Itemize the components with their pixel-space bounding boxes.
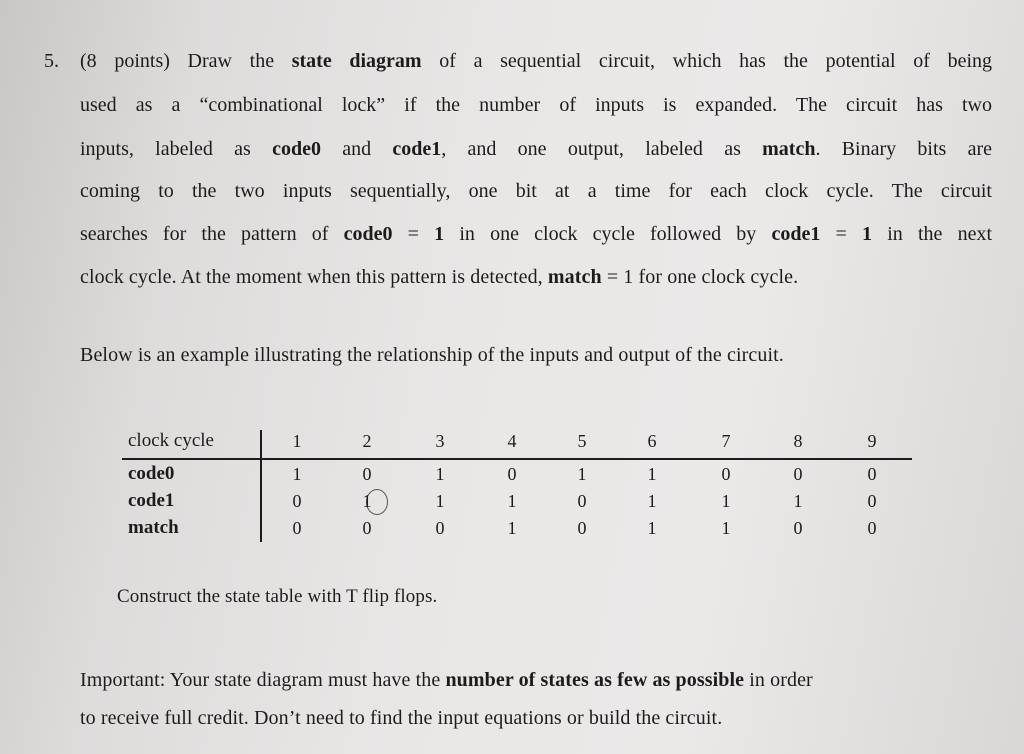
table-cell: 0	[507, 464, 517, 484]
question-line-6	[80, 266, 798, 289]
cycle-number: 8	[793, 431, 803, 451]
text-run: and	[320, 138, 393, 160]
cycle-number: 3	[435, 431, 445, 451]
table-cell: 1	[362, 491, 372, 511]
cycle-number: 2	[362, 431, 372, 451]
text-run: =	[820, 223, 863, 245]
text-run: in the next	[872, 223, 993, 245]
question-line-5	[80, 223, 992, 246]
construct-instruction: Construct the state table with T flip flops.	[117, 586, 438, 607]
text-run: Important: Your state diagram must have the	[80, 669, 446, 691]
bold-term: code0	[272, 138, 321, 160]
table-cell: 1	[507, 518, 517, 538]
cycle-number: 9	[867, 431, 877, 451]
table-cell: 0	[435, 518, 445, 538]
bold-term: match	[547, 266, 602, 288]
table-cell: 1	[647, 491, 657, 511]
bold-term: number of states as few as possible	[445, 669, 745, 691]
text-run: of a sequential circuit, which has the potential of being	[421, 50, 993, 72]
text-run: = 1 for one clock cycle.	[601, 266, 799, 288]
table-cell: 0	[362, 464, 372, 484]
text-run: used as a “combinational lock” if the number of inputs is expanded. The circuit has two	[80, 94, 992, 116]
table-cell: 1	[721, 491, 731, 511]
important-note-line-2: to receive full credit. Don’t need to find the input equations or build the circuit.	[80, 707, 723, 729]
text-run: clock cycle. At the moment when this pattern is detected,	[80, 266, 548, 288]
bold-term: code1	[392, 138, 442, 160]
table-cell: 1	[721, 518, 731, 538]
cycle-number: 1	[292, 431, 302, 451]
table-cell: 0	[867, 518, 877, 538]
bold-term: code0	[343, 223, 393, 245]
table-cell: 0	[867, 491, 877, 511]
text-run: coming to the two inputs sequentially, one bit at a time for each clock cycle. The circuit	[80, 180, 992, 202]
table-cell: 1	[435, 491, 445, 511]
text-run: =	[392, 223, 435, 245]
cycle-number: 7	[721, 431, 731, 451]
question-line-2	[80, 94, 992, 117]
table-header-label: clock cycle	[128, 430, 214, 451]
text-run: in order	[744, 669, 813, 691]
table-cell: 0	[793, 518, 803, 538]
table-cell: 1	[793, 491, 803, 511]
table-cell: 1	[647, 464, 657, 484]
text-run: , and one output, labeled as	[441, 138, 763, 160]
table-cell: 0	[577, 518, 587, 538]
bold-term: code1	[771, 223, 821, 245]
table-column-rule	[260, 430, 262, 542]
cycle-number: 6	[647, 431, 657, 451]
text-run: inputs, labeled as	[80, 138, 273, 160]
example-table	[122, 428, 912, 546]
row-label-match: match	[128, 517, 179, 538]
text-run: searches for the pattern of	[80, 223, 344, 245]
table-cell: 0	[292, 491, 302, 511]
cycle-number: 4	[507, 431, 517, 451]
table-cell: 1	[577, 464, 587, 484]
question-line-4	[80, 180, 992, 203]
question-line-3	[80, 138, 992, 161]
bold-term: 1	[434, 223, 445, 245]
table-cell: 0	[867, 464, 877, 484]
table-cell: 1	[647, 518, 657, 538]
bold-term: state diagram	[291, 50, 422, 72]
text-run: (8 points) Draw the	[80, 50, 292, 72]
row-label-code0: code0	[128, 463, 175, 484]
table-cell: 1	[292, 464, 302, 484]
text-run: . Binary bits are	[815, 138, 992, 160]
important-note-line-1	[80, 669, 813, 692]
example-intro: Below is an example illustrating the relationship of the inputs and output of the circuit.	[80, 344, 784, 366]
table-cell: 1	[435, 464, 445, 484]
table-cell: 0	[362, 518, 372, 538]
row-label-code1: code1	[128, 490, 175, 511]
table-cell: 0	[721, 464, 731, 484]
table-cell: 0	[577, 491, 587, 511]
table-cell: 0	[292, 518, 302, 538]
bold-term: match	[762, 138, 816, 160]
table-header-rule	[122, 458, 912, 460]
question-line-1	[80, 50, 992, 73]
text-run: in one clock cycle followed by	[444, 223, 772, 245]
bold-term: 1	[862, 223, 873, 245]
table-cell: 1	[507, 491, 517, 511]
question-number: 5.	[44, 50, 59, 72]
cycle-number: 5	[577, 431, 587, 451]
table-cell: 0	[793, 464, 803, 484]
